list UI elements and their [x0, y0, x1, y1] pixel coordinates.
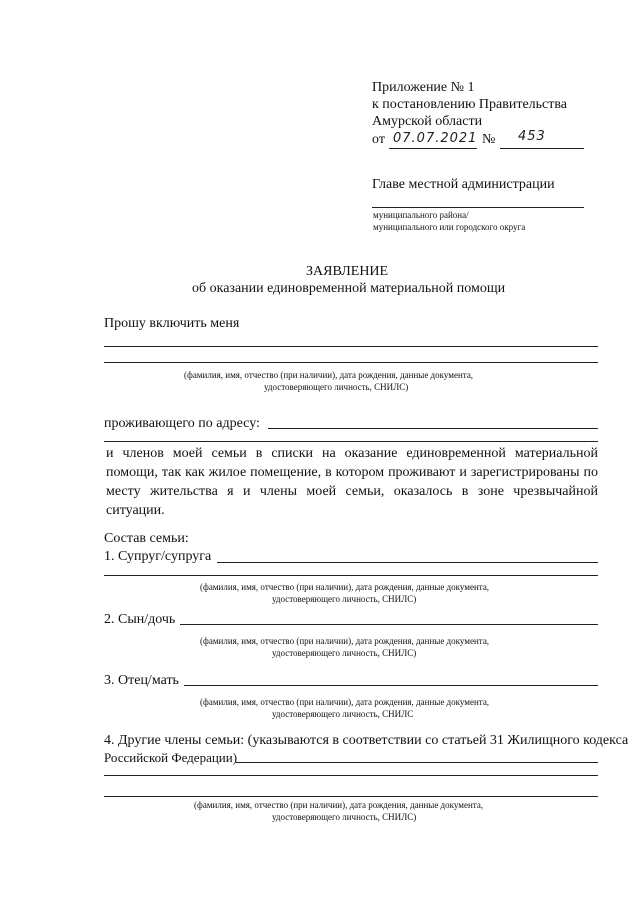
member-other-line-2[interactable]: [104, 775, 598, 776]
member-2-hint-1: (фамилия, имя, отчество (при наличии), дата рождения, данные документа,: [200, 636, 490, 646]
member-1-hint-2: удостоверяющего личность, СНИЛС): [272, 594, 417, 604]
request-hint-2: удостоверяющего личность, СНИЛС): [264, 382, 409, 392]
addressee-hint-2: муниципального или городского округа: [373, 222, 526, 232]
appendix-line-2: к постановлению Правительства: [372, 97, 568, 112]
request-line-2[interactable]: [104, 362, 598, 363]
address-line-2[interactable]: [104, 441, 598, 442]
member-1-line-2[interactable]: [104, 575, 598, 576]
member-2-line[interactable]: [180, 624, 598, 625]
member-other-label-2: Российской Федерации): [104, 750, 238, 765]
number-label: №: [482, 132, 496, 147]
date-underline: [389, 148, 477, 149]
addressee-title: Главе местной администрации: [372, 177, 555, 192]
member-2-label: 2. Сын/дочь: [104, 612, 176, 627]
member-3-line[interactable]: [184, 685, 598, 686]
addressee-line[interactable]: [372, 207, 584, 208]
date-prefix: от: [372, 132, 385, 147]
family-title: Состав семьи:: [104, 531, 189, 546]
member-other-line-3[interactable]: [104, 796, 598, 797]
appendix-line-3: Амурской области: [372, 114, 483, 129]
page-title: ЗАЯВЛЕНИЕ: [306, 264, 389, 279]
request-text: Прошу включить меня: [104, 316, 240, 331]
member-other-hint-2: удостоверяющего личность, СНИЛС): [272, 812, 417, 822]
request-line-1[interactable]: [104, 346, 598, 347]
member-other-line-1[interactable]: [236, 762, 598, 763]
page-subtitle: об оказании единовременной материальной помощи: [192, 281, 506, 296]
number-underline: [500, 148, 584, 149]
body-paragraph: и членов моей семьи в списки на оказание единовременной материальной помощи, так как жилое помещение, в котором проживают и зарегистрированы по месту жительства я и члены моей семьи, оказалось в зоне чрезвычайной ситуации.: [106, 446, 598, 518]
addressee-hint-1: муниципального района/: [373, 210, 469, 220]
address-label: проживающего по адресу:: [104, 416, 260, 431]
number-value: 453: [518, 129, 546, 144]
request-hint-1: (фамилия, имя, отчество (при наличии), дата рождения, данные документа,: [184, 370, 474, 380]
member-1-line-1[interactable]: [217, 562, 598, 563]
address-line-1[interactable]: [268, 428, 598, 429]
member-1-label: 1. Супруг/супруга: [104, 549, 212, 564]
date-value: 07.07.2021: [393, 131, 478, 146]
member-other-label-1: 4. Другие члены семьи: (указываются в соответствии со статьей 31 Жилищного кодекса: [104, 733, 629, 748]
member-3-label: 3. Отец/мать: [104, 673, 179, 688]
member-1-hint-1: (фамилия, имя, отчество (при наличии), дата рождения, данные документа,: [200, 582, 490, 592]
member-3-hint-1: (фамилия, имя, отчество (при наличии), дата рождения, данные документа,: [200, 697, 490, 707]
member-other-hint-1: (фамилия, имя, отчество (при наличии), дата рождения, данные документа,: [194, 800, 484, 810]
member-3-hint-2: удостоверяющего личность, СНИЛС: [272, 709, 414, 719]
appendix-line-1: Приложение № 1: [372, 80, 475, 95]
member-2-hint-2: удостоверяющего личность, СНИЛС): [272, 648, 417, 658]
